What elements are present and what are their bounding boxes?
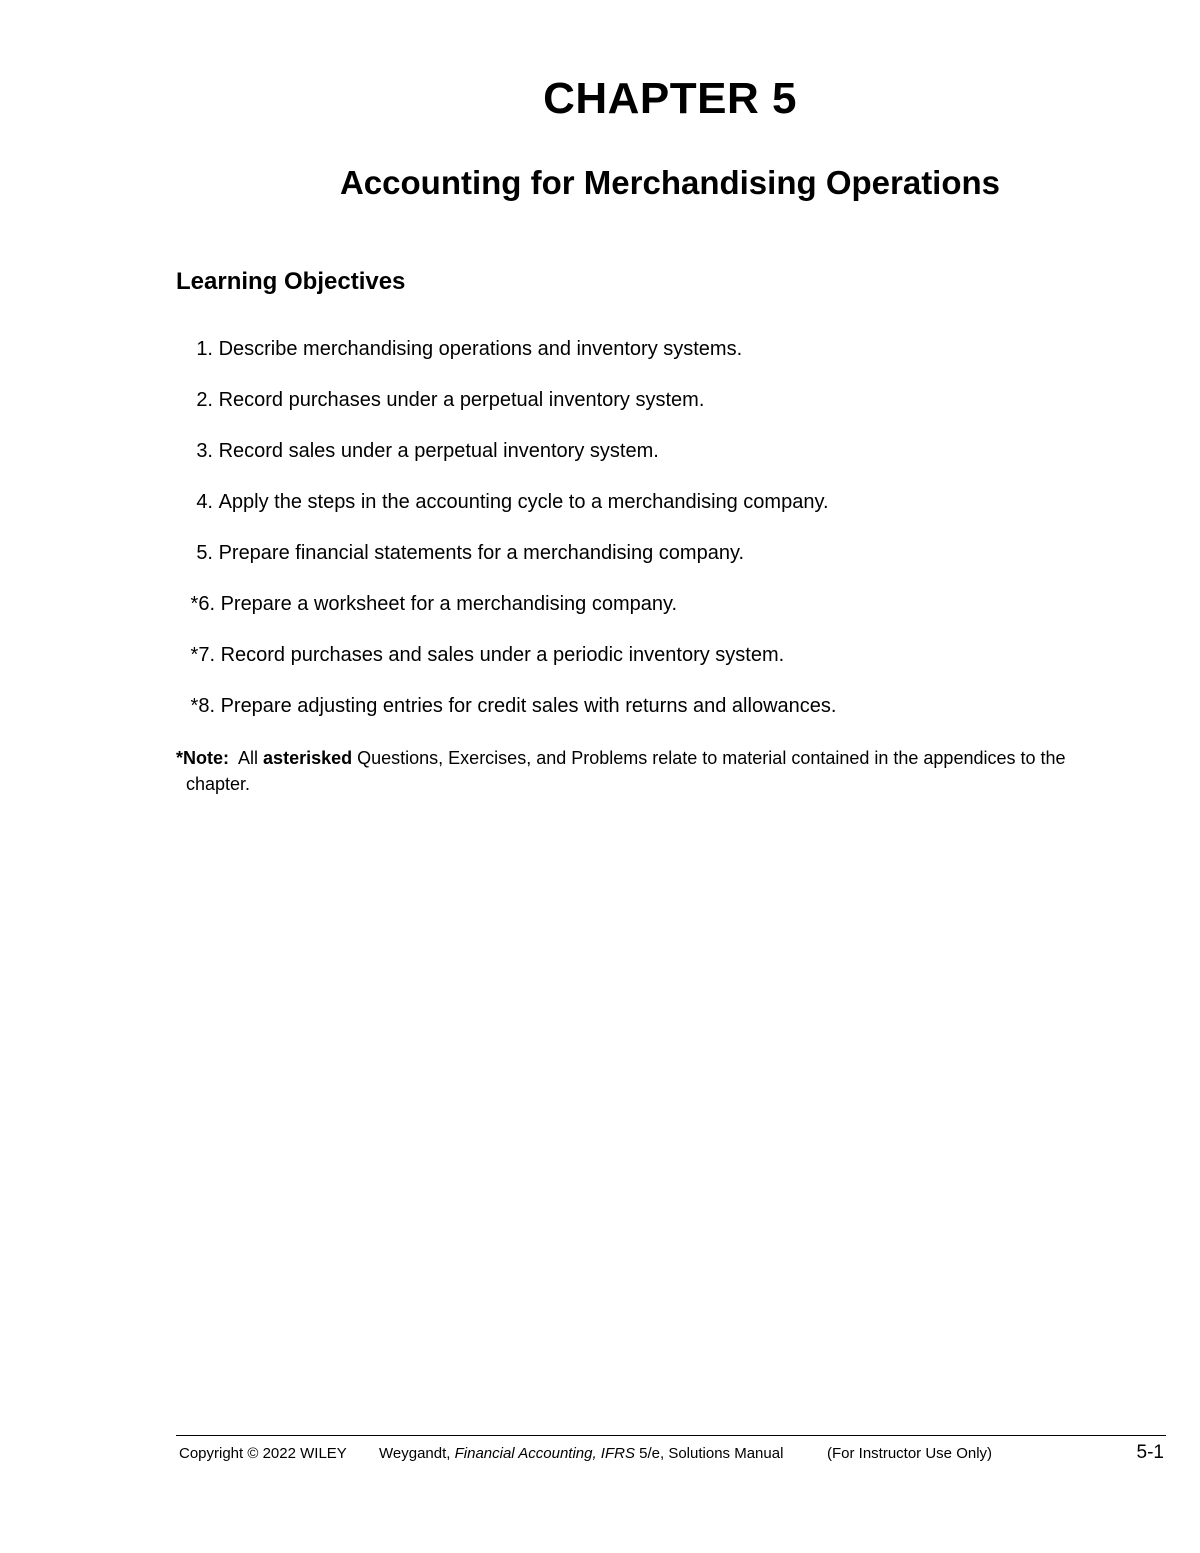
objective-number: *7. [190, 644, 215, 666]
objective-text: Record purchases and sales under a periodic inventory system. [220, 644, 785, 666]
learning-objectives-heading: Learning Objectives [176, 268, 406, 295]
objective-text: Prepare a worksheet for a merchandising company. [220, 593, 678, 615]
objective-item [176, 336, 1166, 387]
objective-number: *8. [190, 695, 215, 717]
objective-item [176, 693, 1166, 744]
footer-usage: (For Instructor Use Only) [827, 1445, 993, 1462]
note-continuation: chapter. [186, 774, 251, 794]
chapter-title: CHAPTER 5 [543, 74, 797, 123]
page-footer [179, 1444, 992, 1464]
note-emphasis: asterisked [263, 748, 353, 768]
objective-text: Apply the steps in the accounting cycle to a merchandising company. [218, 491, 829, 513]
page-number: 5-1 [1136, 1442, 1164, 1463]
objective-text: Describe merchandising operations and inventory systems. [218, 338, 743, 360]
note-text: Questions, Exercises, and Problems relate to material contained in the appendices to the [357, 748, 1066, 768]
objective-number: 4. [196, 491, 213, 513]
objective-number: *6. [190, 593, 215, 615]
objective-item [176, 540, 1166, 591]
footer-rule [176, 1435, 1166, 1436]
objective-item [176, 438, 1166, 489]
objective-text: Record sales under a perpetual inventory system. [218, 440, 659, 462]
objective-item [176, 642, 1166, 693]
chapter-subtitle: Accounting for Merchandising Operations [339, 164, 1001, 201]
footer-book-title: Financial Accounting, IFRS [454, 1445, 635, 1462]
footer-copyright: Copyright © 2022 WILEY [179, 1445, 347, 1462]
objective-number: 2. [196, 389, 213, 411]
objective-item [176, 489, 1166, 540]
note-line [176, 745, 1164, 771]
objective-text: Record purchases under a perpetual inventory system. [218, 389, 705, 411]
footer-author: Weygandt, [379, 1445, 451, 1462]
footer-book [379, 1444, 827, 1464]
note-pre: All [238, 748, 259, 768]
objective-item [176, 591, 1166, 642]
objective-text: Prepare financial statements for a merchandising company. [218, 542, 745, 564]
objective-number: 5. [196, 542, 213, 564]
appendix-note [176, 745, 1164, 797]
objective-text: Prepare adjusting entries for credit sales with returns and allowances. [220, 695, 837, 717]
footer-edition: 5/e, Solutions Manual [639, 1445, 784, 1462]
objective-item [176, 387, 1166, 438]
objective-number: 1. [196, 338, 213, 360]
objective-number: 3. [196, 440, 213, 462]
learning-objectives-list [176, 336, 1166, 744]
note-label: *Note: [176, 748, 229, 768]
